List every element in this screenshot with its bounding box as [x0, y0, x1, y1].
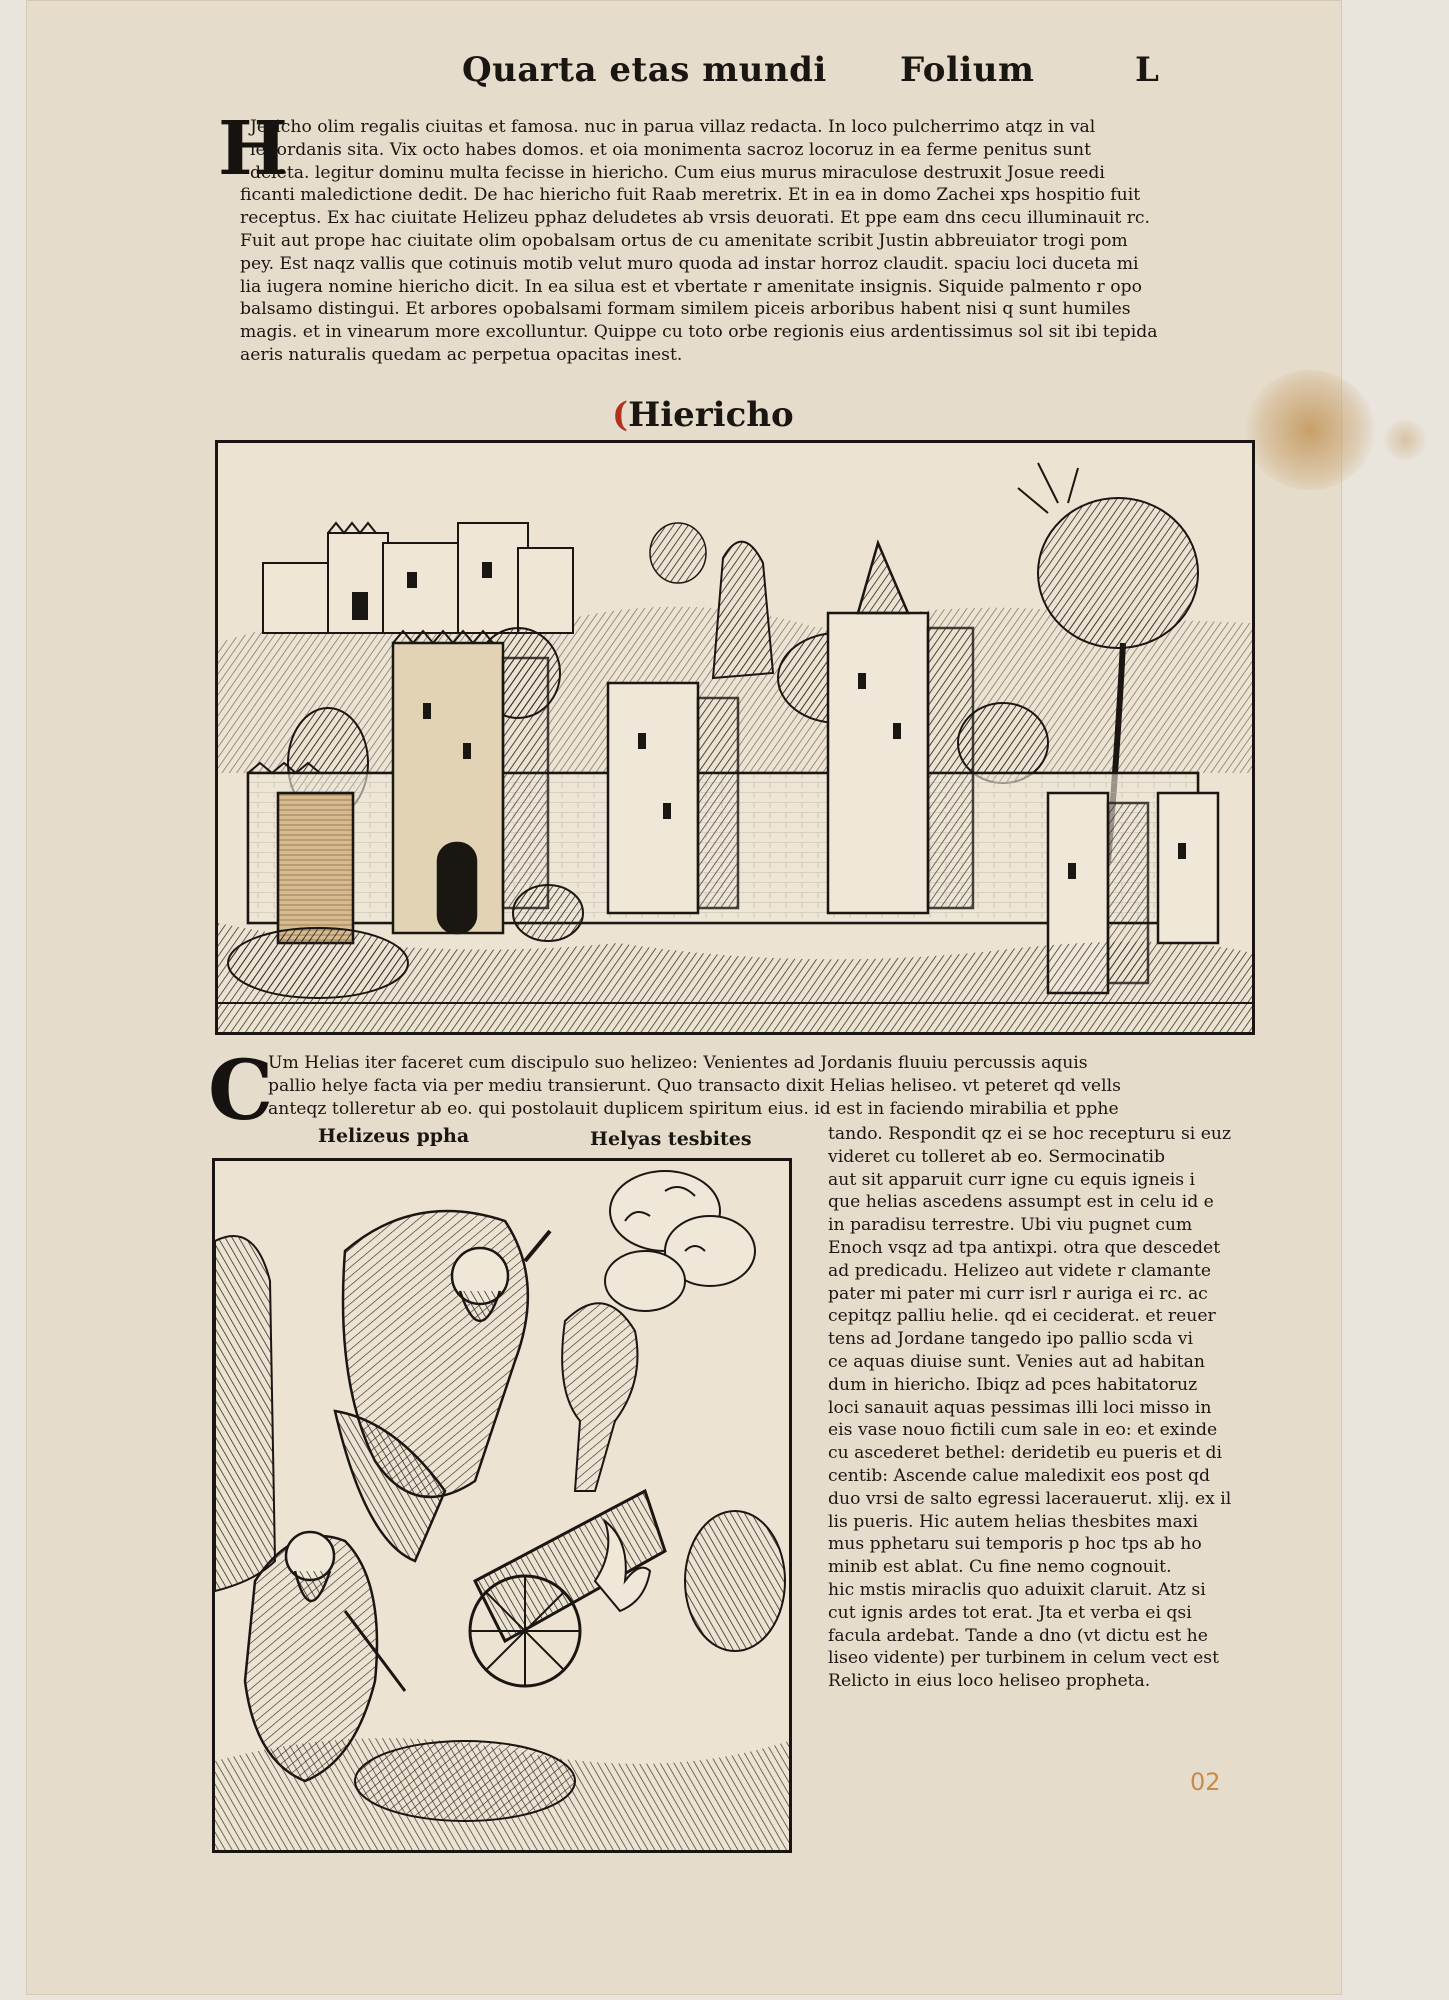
second-line: pallio helye facta via per mediu transierunt. Quo transacto dixit Helias heliseo. vt peteret qd vells — [268, 1075, 1121, 1096]
intro-line: pey. Est naqz vallis que cotinuis motib velut muro quoda ad instar horroz claudit. spaciu loci duceta mi — [240, 253, 1139, 274]
side-column — [828, 1123, 1268, 1693]
foxing-stain — [1245, 370, 1375, 490]
intro-line: Jericho olim regalis ciuitas et famosa. nuc in parua villaz redacta. In loco pulcherrimo atqz in val — [250, 117, 1096, 137]
side-line: lis pueris. Hic autem helias thesbites maxi — [828, 1511, 1199, 1532]
intro-initial: H — [218, 106, 288, 192]
second-text — [268, 1052, 1278, 1120]
running-header — [0, 50, 1449, 110]
side-line: eis vase nouo fictili cum sale in eo: et exinde — [828, 1420, 1218, 1441]
running-title: Quarta etas mundi — [462, 50, 827, 90]
side-line: centib: Ascende calue maledixit eos post qd — [828, 1465, 1210, 1486]
second-line: Um Helias iter faceret cum discipulo suo helizeo: Venientes ad Jordanis fluuiu percussis aquis — [268, 1053, 1088, 1073]
side-line: mus pphetaru sui temporis p hoc tps ab ho — [828, 1534, 1202, 1555]
caption-helizeus: Helizeus ppha — [318, 1125, 470, 1147]
intro-line: magis. et in vinearum more excolluntur. Quippe cu toto orbe regionis eius ardentissimus sol sit ibi tepida — [240, 322, 1158, 343]
side-line: pater mi pater mi curr isrl r auriga ei rc. ac — [828, 1283, 1208, 1304]
intro-text — [240, 116, 1280, 367]
folium-label: Folium — [900, 50, 1035, 90]
woodcut-title-text: Hiericho — [628, 395, 794, 435]
side-line: duo vrsi de salto egressi lacerauerut. xlij. ex il — [828, 1488, 1232, 1509]
side-line: loci sanauit aquas pessimas illi loci misso in — [828, 1397, 1212, 1418]
side-line: Enoch vsqz ad tpa antixpi. otra que descedet — [828, 1237, 1221, 1258]
elijah-woodcut — [212, 1158, 792, 1853]
side-line: ce aquas diuise sunt. Venies aut ad habitan — [828, 1351, 1205, 1372]
caption-helyas: Helyas tesbites — [590, 1128, 752, 1150]
side-line: facula ardebat. Tande a dno (vt dictu est he — [828, 1625, 1208, 1646]
pencil-note: 02 — [1190, 1768, 1221, 1796]
intro-line: lia iugera nomine hiericho dicit. In ea silua est et vbertate r amenitate insignis. Siquide palmento r opo — [240, 276, 1142, 297]
folium-number: L — [1135, 50, 1160, 90]
rubric-mark: ( — [612, 395, 629, 435]
intro-line: ficanti maledictione dedit. De hac hiericho fuit Raab meretrix. Et in ea in domo Zachei xps hospitio fuit — [240, 185, 1141, 206]
side-line: cepitqz palliu helie. qd ei ceciderat. et reuer — [828, 1306, 1216, 1327]
jericho-woodcut — [215, 440, 1255, 1035]
second-initial: C — [208, 1043, 274, 1139]
side-line: dum in hiericho. Ibiqz ad pces habitatoruz — [828, 1374, 1198, 1395]
side-line: videret cu tolleret ab eo. Sermocinatib — [828, 1146, 1165, 1167]
intro-line: deleta. legitur dominu multa fecisse in hiericho. Cum eius murus miraculose destruxit Josue reedi — [250, 162, 1105, 183]
second-line: anteqz tolleretur ab eo. qui postolauit duplicem spiritum eius. id est in faciendo mirabilia et pphe — [268, 1098, 1119, 1119]
side-line: hic mstis miraclis quo aduixit claruit. Atz si — [828, 1579, 1206, 1600]
jericho-illustration — [218, 443, 1252, 1032]
intro-line: balsamo distingui. Et arbores opobalsami formam similem piceis arboribus habent nisi q sunt humiles — [240, 299, 1131, 320]
intro-line: receptus. Ex hac ciuitate Helizeu pphaz deludetes ab vrsis deuorati. Et ppe eam dns cecu illuminauit rc. — [240, 208, 1151, 229]
woodcut-title — [612, 395, 794, 435]
intro-line: le iordanis sita. Vix octo habes domos. et oia monimenta sacroz locoruz in ea ferme penitus sunt — [250, 139, 1091, 160]
intro-line: Fuit aut prope hac ciuitate olim opobalsam ortus de cu amenitate scribit Justin abbreuiator trogi pom — [240, 230, 1128, 251]
side-line: ad predicadu. Helizeo aut videte r clamante — [828, 1260, 1212, 1281]
intro-line: aeris naturalis quedam ac perpetua opacitas inest. — [240, 344, 683, 365]
foxing-stain-small — [1380, 420, 1430, 460]
side-line: minib est ablat. Cu fine nemo cognouit. — [828, 1557, 1172, 1578]
side-line: Relicto in eius loco heliseo propheta. — [828, 1671, 1151, 1692]
side-line: cut ignis ardes tot erat. Jta et verba ei qsi — [828, 1602, 1192, 1623]
side-line: que helias ascedens assumpt est in celu id e — [828, 1192, 1214, 1213]
side-line: in paradisu terrestre. Ubi viu pugnet cum — [828, 1215, 1193, 1236]
side-line: aut sit apparuit curr igne cu equis igneis i — [828, 1169, 1196, 1190]
side-line: tens ad Jordane tangedo ipo pallio scda vi — [828, 1329, 1193, 1350]
side-line: liseo vidente) per turbinem in celum vect est — [828, 1648, 1219, 1669]
side-line: tando. Respondit qz ei se hoc recepturu si euz — [828, 1124, 1232, 1144]
elijah-illustration — [215, 1161, 789, 1850]
side-line: cu ascederet bethel: deridetib eu pueris et di — [828, 1443, 1222, 1464]
